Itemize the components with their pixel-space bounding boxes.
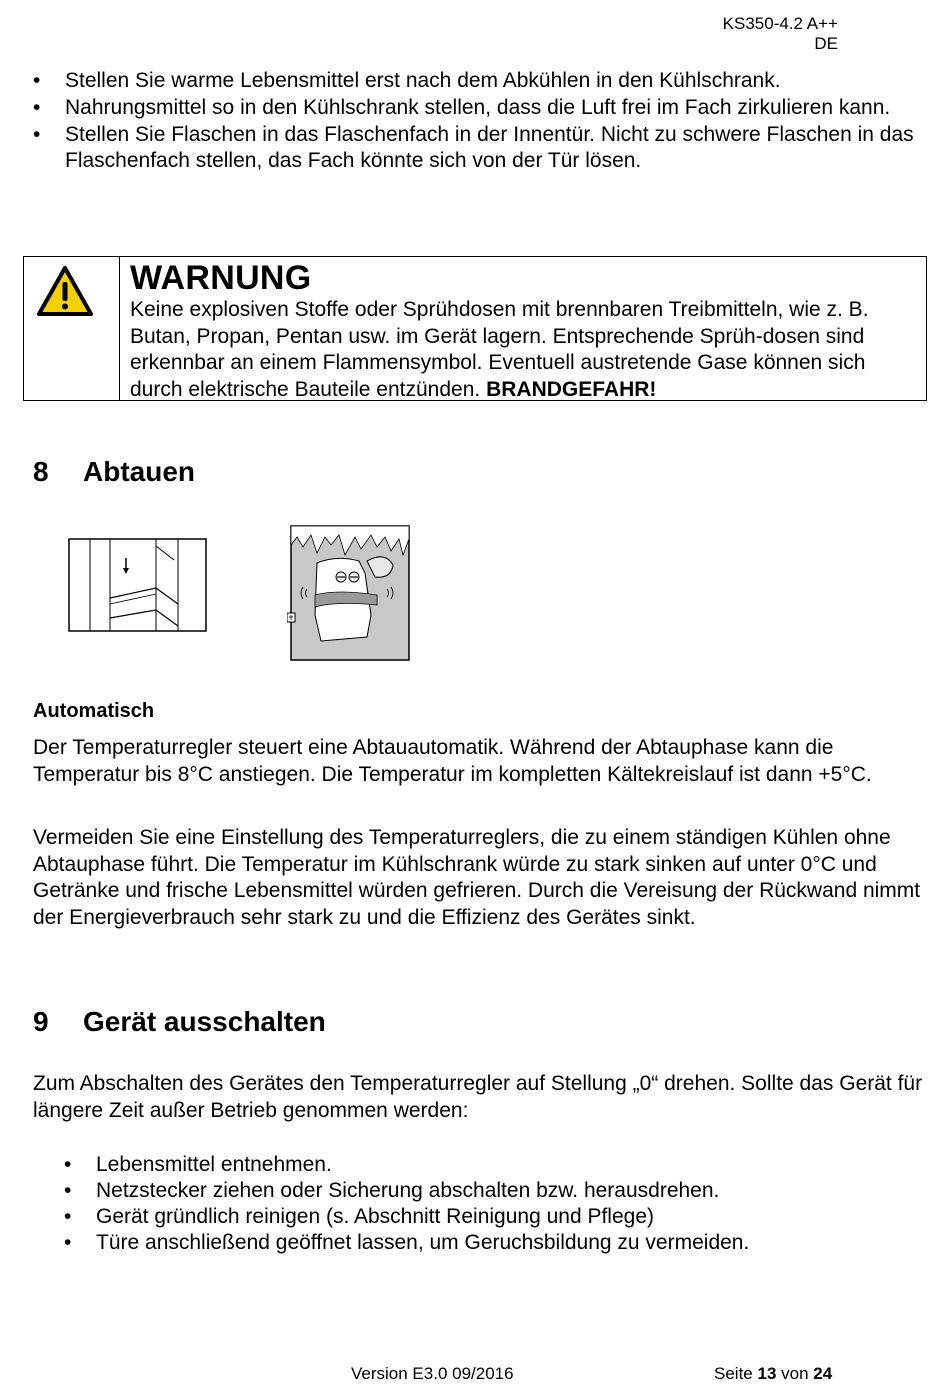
- bullet-icon: •: [33, 69, 41, 92]
- model-number: KS350-4.2 A++: [722, 14, 838, 33]
- subheading-automatisch: Automatisch: [33, 700, 155, 722]
- section-title: Abtauen: [83, 456, 195, 487]
- warning-emphasis: BRANDGEFAHR!: [486, 377, 657, 401]
- fridge-interior-illustration: [68, 538, 208, 634]
- storage-tips-list: [33, 68, 925, 175]
- section-heading-ausschalten: [33, 1005, 326, 1039]
- section-heading-abtauen: [33, 455, 195, 489]
- footer-page-number: Seite 13 von 24: [714, 1364, 833, 1383]
- list-item: • Stellen Sie warme Lebensmittel erst nach dem Abkühlen in den Kühlschrank.: [33, 69, 781, 92]
- section-title: Gerät ausschalten: [83, 1006, 326, 1037]
- paragraph-defrost-warning: Vermeiden Sie eine Einstellung des Temperaturreglers, die zu einem ständigen Kühlen ohne Abtauphase führt. Die Temperatur im Kühlschrank würde zu stark sinken auf unter 0°C und Getränke und frische Lebensmittel würden gefrieren. Durch die Vereisung der Rückwand nimmt der Energieverbrauch sehr stark zu und die Effizienz des Gerätes sinkt.: [33, 826, 921, 929]
- bullet-icon: •: [64, 1153, 72, 1176]
- warning-text: Keine explosiven Stoffe oder Sprühdosen mit brennbaren Treibmitteln, wie z. B. Butan, Propan, Pentan usw. im Gerät lagern. Entsprechende Sprüh-dosen sind erkennbar an einem Flammensymbol. Eventuell austretende Gase können sich durch elektrische Bauteile entzünden. BRANDGEFAHR!: [130, 298, 869, 401]
- list-item: • Nahrungsmittel so in den Kühlschrank stellen, dass die Luft frei im Fach zirkulieren kann.: [33, 96, 891, 119]
- paragraph-switch-off: Zum Abschalten des Gerätes den Temperaturregler auf Stellung „0“ drehen. Sollte das Gerät für längere Zeit außer Betrieb genommen werden:: [33, 1072, 923, 1122]
- list-item: • Stellen Sie Flaschen in das Flaschenfach in der Innentür. Nicht zu schwere Flaschen in das Flaschenfach stellen, das Fach könnte sich von der Tür lösen.: [33, 123, 914, 172]
- list-item: • Netzstecker ziehen oder Sicherung abschalten bzw. herausdrehen.: [64, 1179, 720, 1202]
- bullet-icon: •: [64, 1179, 72, 1202]
- warning-title: WARNUNG: [130, 259, 312, 297]
- warning-triangle-icon: [36, 265, 94, 317]
- section-number: 9: [33, 1006, 49, 1037]
- list-item: • Gerät gründlich reinigen (s. Abschnitt Reinigung und Pflege): [64, 1205, 654, 1228]
- warning-box: [23, 256, 927, 401]
- current-page: 13: [757, 1364, 777, 1383]
- paragraph-defrost-auto: Der Temperaturregler steuert eine Abtauautomatik. Während der Abtauphase kann die Temperatur bis 8°C anstiegen. Die Temperatur im kompletten Kältekreislauf ist dann +5°C.: [33, 736, 872, 786]
- list-item: • Türe anschließend geöffnet lassen, um Geruchsbildung zu vermeiden.: [64, 1231, 750, 1254]
- list-item: • Lebensmittel entnehmen.: [64, 1153, 332, 1176]
- bullet-icon: •: [33, 123, 41, 146]
- iced-freezer-illustration: [287, 525, 411, 663]
- warning-icon-cell: [24, 257, 120, 400]
- switch-off-steps-list: [64, 1152, 926, 1256]
- bullet-icon: •: [64, 1231, 72, 1254]
- bullet-icon: •: [64, 1205, 72, 1228]
- footer-version: Version E3.0 09/2016: [351, 1364, 514, 1383]
- section-number: 8: [33, 456, 49, 487]
- language-code: DE: [814, 34, 838, 53]
- warning-text-cell: [130, 257, 916, 403]
- total-pages: 24: [813, 1364, 833, 1383]
- bullet-icon: •: [33, 96, 41, 119]
- page-header: [723, 14, 838, 54]
